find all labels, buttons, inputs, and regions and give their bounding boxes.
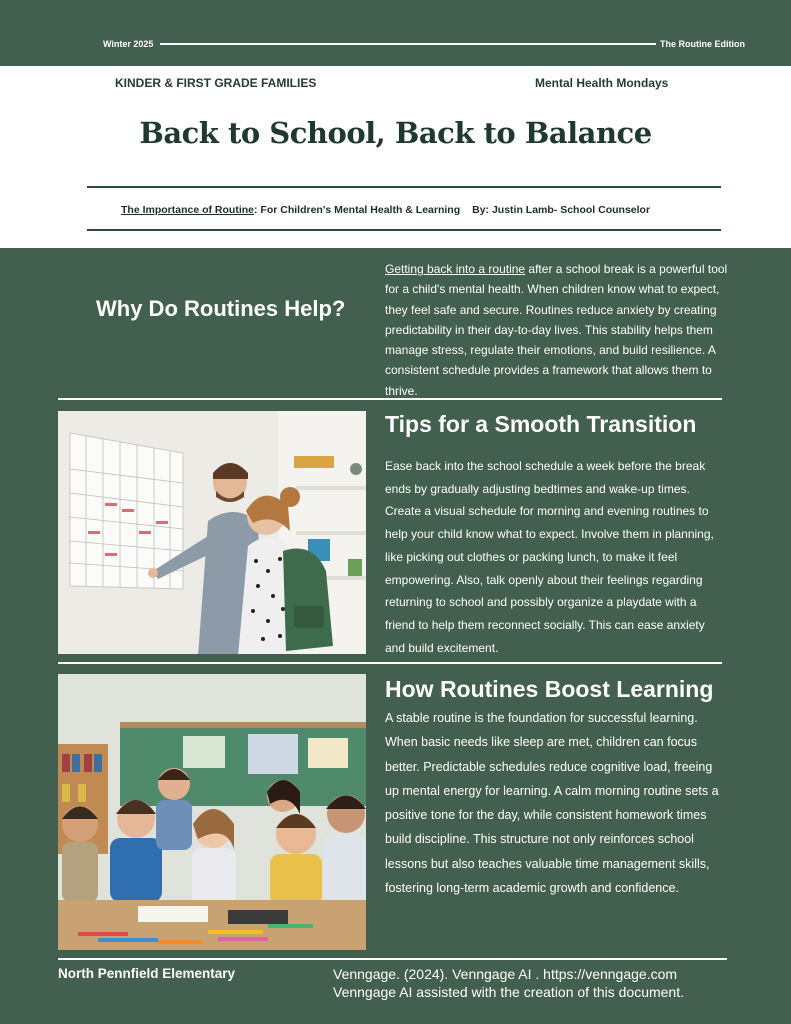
series-label: Mental Health Mondays [535,76,669,90]
credit-line-1[interactable]: Venngage. (2024). Venngage AI . https://venngage.com [333,966,678,982]
byline: By: Justin Lamb- School Counselor [472,204,651,216]
why-link[interactable]: Getting back into a routine [385,262,526,276]
school-name: North Pennfield Elementary [58,966,236,981]
classroom-children-photo [58,674,366,950]
subtitle-text: : For Children's Mental Health & Learning [254,204,461,216]
learning-heading: How Routines Boost Learning [385,676,714,702]
section-divider [58,398,722,400]
why-heading: Why Do Routines Help? [96,296,346,321]
subtitle-line [121,204,650,216]
footer-divider [58,958,727,960]
subtitle-link[interactable]: The Importance of Routine [121,204,255,216]
tips-paragraph: Ease back into the school schedule a week before the break ends by gradually adjusting bedtimes and wake-up times. Create a visual schedule for morning and evening routines to help your child know what to expect. Involve them in planning, like picking out clothes or packing lunch, to make it feel empowering. Also, talk openly about their feelings regarding returning to school and possibly organize a playdate with a friend to help them reconnect socially. This can ease anxiety and build excitement. [385,459,714,655]
learning-paragraph: A stable routine is the foundation for successful learning. When basic needs like sleep are met, children can focus better. Predictable schedules reduce cognitive load, freeing up mental energy for learning. A calm morning routine sets a positive tone for the day, while consistent homework times build discipline. This structure not only reinforces school lessons but also teaches valuable time management skills, fostering long-term academic growth and confidence. [385,711,719,896]
why-body: after a school break is a powerful tool for a child's mental health. When children know what to expect, they feel safe and secure. Routines reduce anxiety by creating predictability in their day-to-day lives. This stability helps them manage stress, regulate their emotions, and build resilience. A consistent schedule provides a framework that allows them to thrive. [385,262,728,398]
page-title: Back to School, Back to Balance [139,116,652,150]
section-divider [58,662,722,664]
top-divider [160,43,656,45]
audience-label: KINDER & FIRST GRADE FAMILIES [115,76,317,90]
credit-line-2: Venngage AI assisted with the creation of this document. [333,984,684,1000]
top-band [0,0,791,66]
newsletter-header [0,66,791,248]
why-paragraph [385,259,733,401]
parent-child-calendar-photo [58,411,366,654]
header-rule-bottom [87,229,721,231]
edition-label: The Routine Edition [660,39,745,49]
season-label: Winter 2025 [103,39,154,49]
credit-block [333,965,684,1001]
tips-heading: Tips for a Smooth Transition [385,411,697,437]
header-rule-top [87,186,721,188]
